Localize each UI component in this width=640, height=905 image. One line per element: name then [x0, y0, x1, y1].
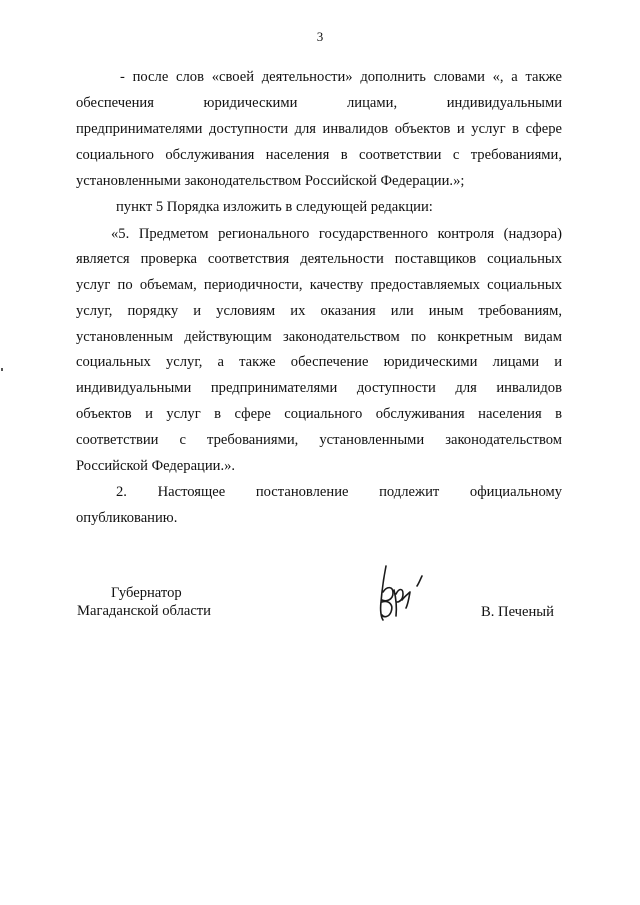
- paragraph-1-line-3: предпринимателями доступности для инвалидов объектов и услуг в сфере: [76, 121, 562, 137]
- paragraph-3-line-6: социальных услуг, а также обеспечение юридическими лицами и: [76, 354, 562, 370]
- paragraph-3-line-3: услуг по объемам, периодичности, качеству предоставляемых социальных: [76, 277, 562, 293]
- paragraph-3-line-10: Российской Федерации.».: [76, 458, 236, 474]
- paragraph-3-line-1: «5. Предметом регионального государственного контроля (надзора): [111, 226, 562, 242]
- paragraph-2-line-1: пункт 5 Порядка изложить в следующей редакции:: [116, 199, 433, 215]
- paragraph-3-line-5: установленным действующим законодательством по конкретным видам: [76, 329, 562, 345]
- paragraph-3-line-2: является проверка соответствия деятельности поставщиков социальных: [76, 251, 562, 267]
- paragraph-1-line-2: обеспечения юридическими лицами, индивидуальными: [76, 95, 562, 111]
- paragraph-3-line-8: объектов и услуг в сфере социального обслуживания населения в: [76, 406, 562, 422]
- paragraph-3-line-4: услуг, порядку и условиям их оказания или иным требованиям,: [76, 303, 562, 319]
- paragraph-4-line-2: опубликованию.: [76, 510, 178, 526]
- paragraph-4-line-1: 2. Настоящее постановление подлежит официальному: [116, 484, 562, 500]
- signatory-name: В. Печеный: [481, 604, 554, 620]
- paragraph-3-line-9: соответствии с требованиями, установленными законодательством: [76, 432, 562, 448]
- signature-position-line-1: Губернатор: [111, 585, 182, 601]
- page-number: 3: [316, 29, 324, 44]
- paragraph-3-line-7: индивидуальными предпринимателями доступности для инвалидов: [76, 380, 562, 396]
- paragraph-1-line-1: - после слов «своей деятельности» дополнить словами «, а также: [120, 69, 562, 85]
- handwritten-signature: [372, 562, 434, 624]
- margin-mark: [1, 368, 3, 371]
- signature-position-line-2: Магаданской области: [77, 603, 211, 619]
- paragraph-1-line-5: установленными законодательством Российской Федерации.»;: [76, 173, 465, 189]
- paragraph-1-line-4: социального обслуживания населения в соответствии с требованиями,: [76, 147, 562, 163]
